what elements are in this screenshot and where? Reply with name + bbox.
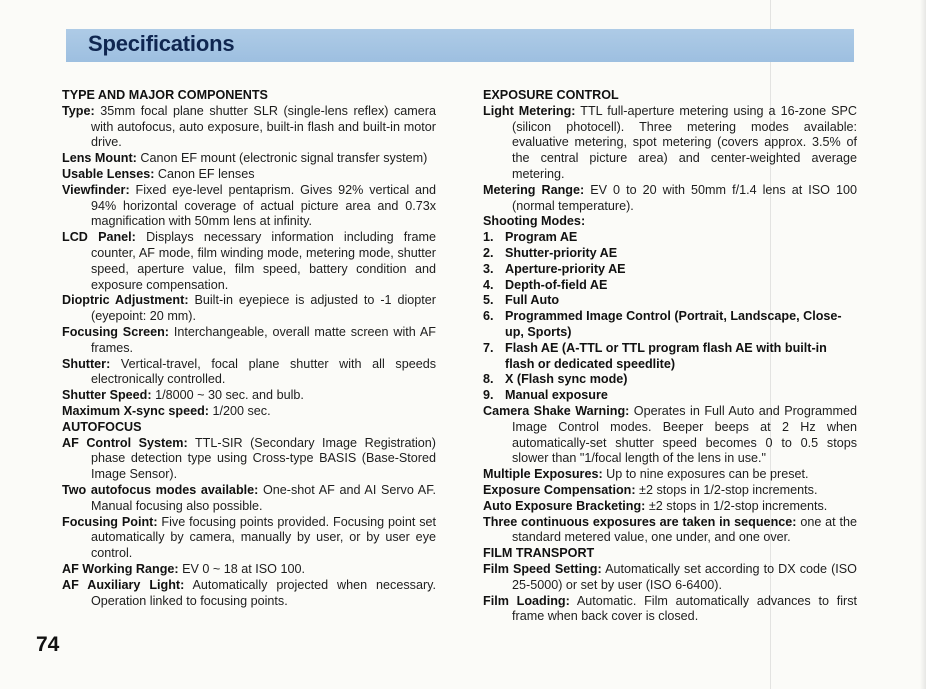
spec-term: AF Control System: [62, 435, 188, 450]
spec-value: 1/200 sec. [212, 403, 271, 418]
spec-entry-exposure-compensation [483, 483, 857, 499]
spec-term: Metering Range: [483, 182, 585, 197]
spec-term: Maximum X-sync speed: [62, 403, 209, 418]
spec-value: ±2 stops in 1/2-stop increments. [648, 498, 828, 513]
shooting-mode-item [483, 278, 857, 294]
spec-entry-focusing-point [62, 515, 436, 562]
spec-entry-focusing-screen [62, 325, 436, 357]
shooting-mode-item [483, 341, 857, 373]
spec-value: Canon EF mount (electronic signal transfer system) [140, 151, 428, 166]
spec-value: EV 0 ~ 18 at ISO 100. [182, 561, 305, 576]
spec-term: Lens Mount: [62, 151, 137, 166]
page-edge-shadow [920, 0, 926, 689]
spec-value: TTL-SIR (Secondary Image Registration) phase detection type using Cross-type BASIS (Base-Stored Image Sensor). [91, 435, 436, 482]
mode-label: X (Flash sync mode) [505, 372, 628, 387]
section-heading-type-and-major-components: TYPE AND MAJOR COMPONENTS [62, 88, 268, 102]
spec-entry-camera-shake-warning [483, 404, 857, 467]
spec-entry-auto-exposure-bracketing [483, 499, 857, 515]
spec-value: Built-in eyepiece is adjusted to -1 diopter (eyepoint: 20 mm). [91, 293, 436, 324]
mode-number: 9. [483, 388, 494, 403]
spec-value: one at the standard metered value, one under, and one over. [512, 514, 858, 545]
section-heading-autofocus: AUTOFOCUS [62, 419, 142, 434]
spec-term: Film Loading: [483, 593, 570, 608]
spec-entry-metering-range [483, 183, 857, 215]
spec-value: ±2 stops in 1/2-stop increments. [639, 482, 818, 497]
spec-value: Automatically projected when necessary. Operation linked to focusing points. [91, 577, 436, 608]
mode-label: Flash AE (A-TTL or TTL program flash AE with built-in flash or dedicated speedlite) [505, 340, 827, 371]
spec-entry-viewfinder [62, 183, 436, 230]
mode-label: Manual exposure [505, 388, 608, 403]
spec-term: Shutter: [62, 356, 111, 371]
spec-value: TTL full-aperture metering using a 16-zone SPC (silicon photocell). Three metering modes available: evaluative metering, spot metering (covers approx. 3.5% of the central picture area) and center-weighted average metering. [512, 103, 857, 181]
page-title: Specifications [88, 31, 235, 56]
spec-entry-shutter [62, 357, 436, 389]
spec-entry-three-continuous-exposures-are-taken-in-sequence [483, 515, 857, 547]
spec-value: One-shot AF and AI Servo AF. Manual focusing also possible. [91, 482, 436, 513]
section-heading-exposure-control: EXPOSURE CONTROL [483, 88, 619, 102]
spec-value: Automatically set according to DX code (ISO 25-5000) or set by user (ISO 6-6400). [512, 561, 857, 592]
spec-entry-type [62, 104, 436, 151]
mode-number: 3. [483, 261, 494, 276]
spec-entry-usable-lenses [62, 167, 436, 183]
spec-value: Interchangeable, overall matte screen with AF frames. [91, 324, 437, 355]
mode-number: 6. [483, 309, 494, 324]
shooting-mode-item [483, 246, 857, 262]
spec-term: Viewfinder: [62, 182, 130, 197]
spec-entry-multiple-exposures [483, 467, 857, 483]
spec-value: Vertical-travel, focal plane shutter with all speeds electronically controlled. [91, 356, 437, 387]
mode-number: 1. [483, 230, 494, 245]
spec-value: Five focusing points provided. Focusing point set automatically by camera, manually by user, or by user eye control. [91, 514, 436, 561]
spec-term: Film Speed Setting: [483, 561, 602, 576]
mode-label: Programmed Image Control (Portrait, Landscape, Close-up, Sports) [505, 309, 842, 339]
spec-term: Camera Shake Warning: [483, 403, 630, 418]
spec-entry-film-speed-setting [483, 562, 857, 594]
spec-term: Type: [62, 103, 95, 118]
spec-term: Dioptric Adjustment: [62, 293, 189, 308]
spec-term: Two autofocus modes available: [62, 482, 259, 497]
shooting-mode-item [483, 388, 857, 404]
spec-term: Shutter Speed: [62, 388, 152, 403]
mode-label: Depth-of-field AE [505, 277, 608, 292]
section-heading-film-transport: FILM TRANSPORT [483, 546, 595, 561]
spec-entry-dioptric-adjustment [62, 293, 436, 325]
spec-entry-maximum-x-sync-speed [62, 404, 436, 420]
mode-label: Program AE [505, 230, 578, 245]
section-heading-shooting-modes: Shooting Modes: [483, 214, 586, 229]
mode-number: 4. [483, 277, 494, 292]
spec-entry-two-autofocus-modes-available [62, 483, 436, 515]
spec-entry-af-control-system [62, 436, 436, 483]
spec-term: Auto Exposure Bracketing: [483, 498, 646, 513]
header-band [66, 29, 854, 62]
mode-label: Aperture-priority AE [505, 261, 626, 276]
mode-number: 5. [483, 293, 494, 308]
spec-entry-film-loading [483, 594, 857, 626]
page-number: 74 [36, 633, 60, 656]
spec-value: Operates in Full Auto and Programmed Image Control modes. Beeper beeps at 2 Hz when automatically-set shutter speed becomes 0 to 0.5 stops slower than "1/focal length of the lens in use." [512, 403, 858, 466]
spec-term: Multiple Exposures: [483, 467, 603, 482]
spec-entry-light-metering [483, 104, 857, 183]
spec-value: 35mm focal plane shutter SLR (single-lens reflex) camera with autofocus, auto exposure, built-in flash and built-in motor drive. [91, 103, 437, 150]
shooting-mode-item [483, 262, 857, 278]
spec-value: EV 0 to 20 with 50mm f/1.4 lens at ISO 100 (normal temperature). [512, 182, 857, 213]
mode-label: Shutter-priority AE [505, 245, 618, 260]
shooting-modes-list [483, 230, 857, 404]
spec-term: Focusing Point: [62, 514, 158, 529]
spec-value: Up to nine exposures can be preset. [606, 467, 809, 482]
spec-value: Fixed eye-level pentaprism. Gives 92% vertical and 94% horizontal coverage of actual picture area and 0.73x magnification with 50mm lens at infinity. [91, 182, 437, 229]
spec-entry-shutter-speed [62, 388, 436, 404]
spec-term: Light Metering: [483, 103, 576, 118]
spec-entry-af-auxiliary-light [62, 578, 436, 610]
mode-number: 8. [483, 372, 494, 387]
spec-term: Usable Lenses: [62, 166, 155, 181]
shooting-mode-item [483, 309, 857, 341]
spec-entry-lcd-panel [62, 230, 436, 293]
spec-value: Displays necessary information including frame counter, AF mode, film winding mode, metering mode, shutter speed, aperture value, film speed, battery condition and exposure compensation. [91, 230, 436, 292]
left-column [62, 88, 436, 609]
spec-term: LCD Panel: [62, 230, 136, 245]
shooting-mode-item [483, 230, 857, 246]
spec-value: Automatic. Film automatically advances to first frame when back cover is closed. [512, 593, 857, 624]
spec-term: AF Working Range: [62, 561, 179, 576]
spec-term: Exposure Compensation: [483, 482, 636, 497]
mode-number: 2. [483, 245, 494, 260]
shooting-mode-item [483, 372, 857, 388]
spec-term: AF Auxiliary Light: [62, 577, 185, 592]
right-column [483, 88, 857, 625]
spec-entry-af-working-range [62, 562, 436, 578]
spec-value: 1/8000 ~ 30 sec. and bulb. [155, 388, 304, 403]
mode-label: Full Auto [505, 293, 560, 308]
shooting-mode-item [483, 293, 857, 309]
mode-number: 7. [483, 340, 494, 355]
spec-entry-lens-mount [62, 151, 436, 167]
spec-value: Canon EF lenses [157, 166, 255, 181]
spec-term: Three continuous exposures are taken in sequence: [483, 514, 797, 529]
spec-term: Focusing Screen: [62, 324, 169, 339]
